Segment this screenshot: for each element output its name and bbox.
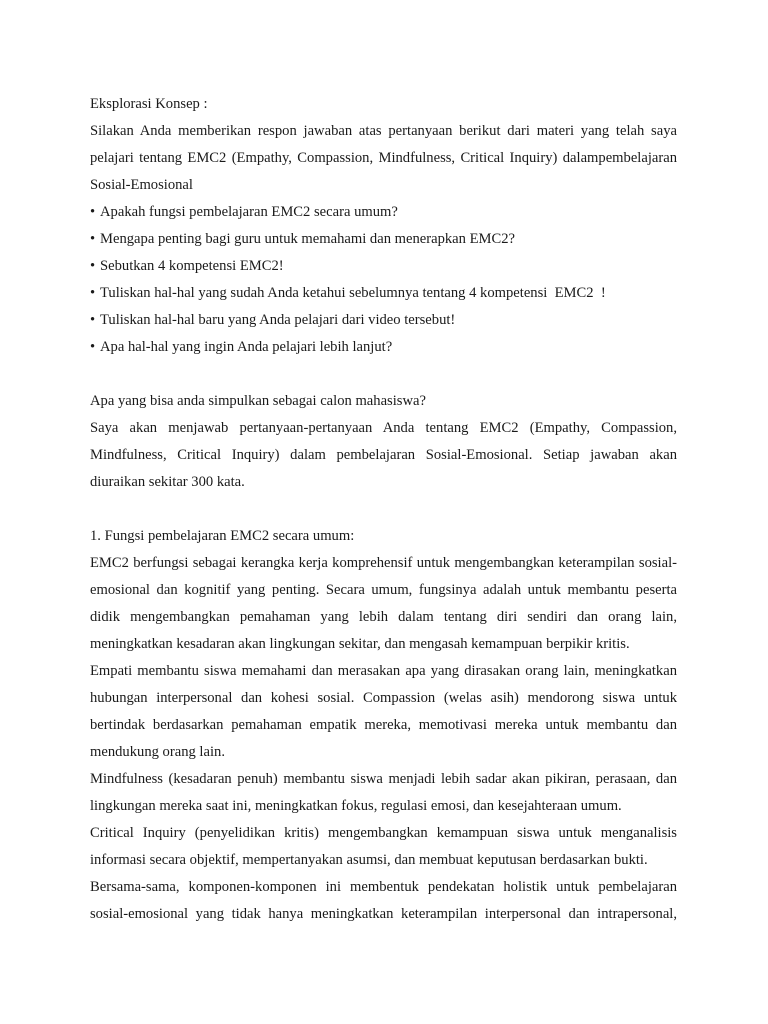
question-item: [90, 253, 677, 280]
question-text: Sebutkan 4 kompetensi EMC2!: [100, 258, 284, 274]
section1-paragraph: EMC2 berfungsi sebagai kerangka kerja komprehensif untuk mengembangkan keterampilan sosial-emosional dan kognitif yang penting. Secara umum, fungsinya adalah untuk membantu peserta didik mengembangkan pemahaman yang lebih dalam tentang diri sendiri dan orang lain, meningkatkan kesadaran akan lingkungan sekitar, dan mengasah kemampuan berpikir kritis.: [90, 555, 677, 652]
question-text: Apa hal-hal yang ingin Anda pelajari lebih lanjut?: [100, 339, 393, 355]
question-text: Apakah fungsi pembelajaran EMC2 secara umum?: [100, 204, 398, 220]
bullet-icon: •: [90, 204, 96, 220]
bullet-icon: •: [90, 258, 96, 274]
answer-intro-paragraph: Saya akan menjawab pertanyaan-pertanyaan Anda tentang EMC2 (Empathy, Compassion, Mindfulness, Critical Inquiry) dalam pembelajaran Sosial-Emosional. Setiap jawaban akan diuraikan sekitar 300 kata.: [90, 420, 677, 490]
question-text: Tuliskan hal-hal yang sudah Anda ketahui sebelumnya tentang 4 kompetensi EMC2 !: [100, 285, 606, 301]
intro-paragraph: Silakan Anda memberikan respon jawaban atas pertanyaan berikut dari materi yang telah saya pelajari tentang EMC2 (Empathy, Compassion, Mindfulness, Critical Inquiry) dalampembelajaran Sosial-Emosional: [90, 123, 677, 193]
question-text: Tuliskan hal-hal baru yang Anda pelajari dari video tersebut!: [100, 312, 456, 328]
bullet-icon: •: [90, 231, 96, 247]
section1-paragraph: Mindfulness (kesadaran penuh) membantu siswa menjadi lebih sadar akan pikiran, perasaan, dan lingkungan mereka saat ini, meningkatkan fokus, regulasi emosi, dan kesejahteraan umum.: [90, 771, 677, 814]
section1-paragraph: Critical Inquiry (penyelidikan kritis) mengembangkan kemampuan siswa untuk menganalisis informasi secara objektif, mempertanyakan asumsi, dan membuat keputusan berdasarkan bukti.: [90, 825, 677, 868]
question-item: [90, 334, 677, 361]
bullet-icon: •: [90, 285, 96, 301]
question-text: Mengapa penting bagi guru untuk memahami dan menerapkan EMC2?: [100, 231, 515, 247]
bullet-icon: •: [90, 312, 96, 328]
section1-paragraph: Empati membantu siswa memahami dan merasakan apa yang dirasakan orang lain, meningkatkan hubungan interpersonal dan kohesi sosial. Compassion (welas asih) mendorong siswa untuk bertindak berdasarkan pemahaman empatik mereka, memotivasi mereka untuk membantu dan mendukung orang lain.: [90, 663, 677, 760]
document-page: [90, 91, 677, 928]
question-list: [90, 199, 677, 361]
spacer: [90, 361, 677, 388]
question-item: [90, 307, 677, 334]
section1-title: 1. Fungsi pembelajaran EMC2 secara umum:: [90, 528, 355, 544]
final-paragraph: Bersama-sama, komponen-komponen ini membentuk pendekatan holistik untuk pembelajaran sosial-emosional yang tidak hanya meningkatkan keterampilan interpersonal dan intrapersonal,: [90, 879, 677, 922]
question-item: [90, 280, 677, 307]
bullet-icon: •: [90, 339, 96, 355]
spacer: [90, 496, 677, 523]
document-heading: Eksplorasi Konsep :: [90, 96, 208, 112]
question-item: [90, 226, 677, 253]
conclusion-question: Apa yang bisa anda simpulkan sebagai calon mahasiswa?: [90, 393, 426, 409]
question-item: [90, 199, 677, 226]
